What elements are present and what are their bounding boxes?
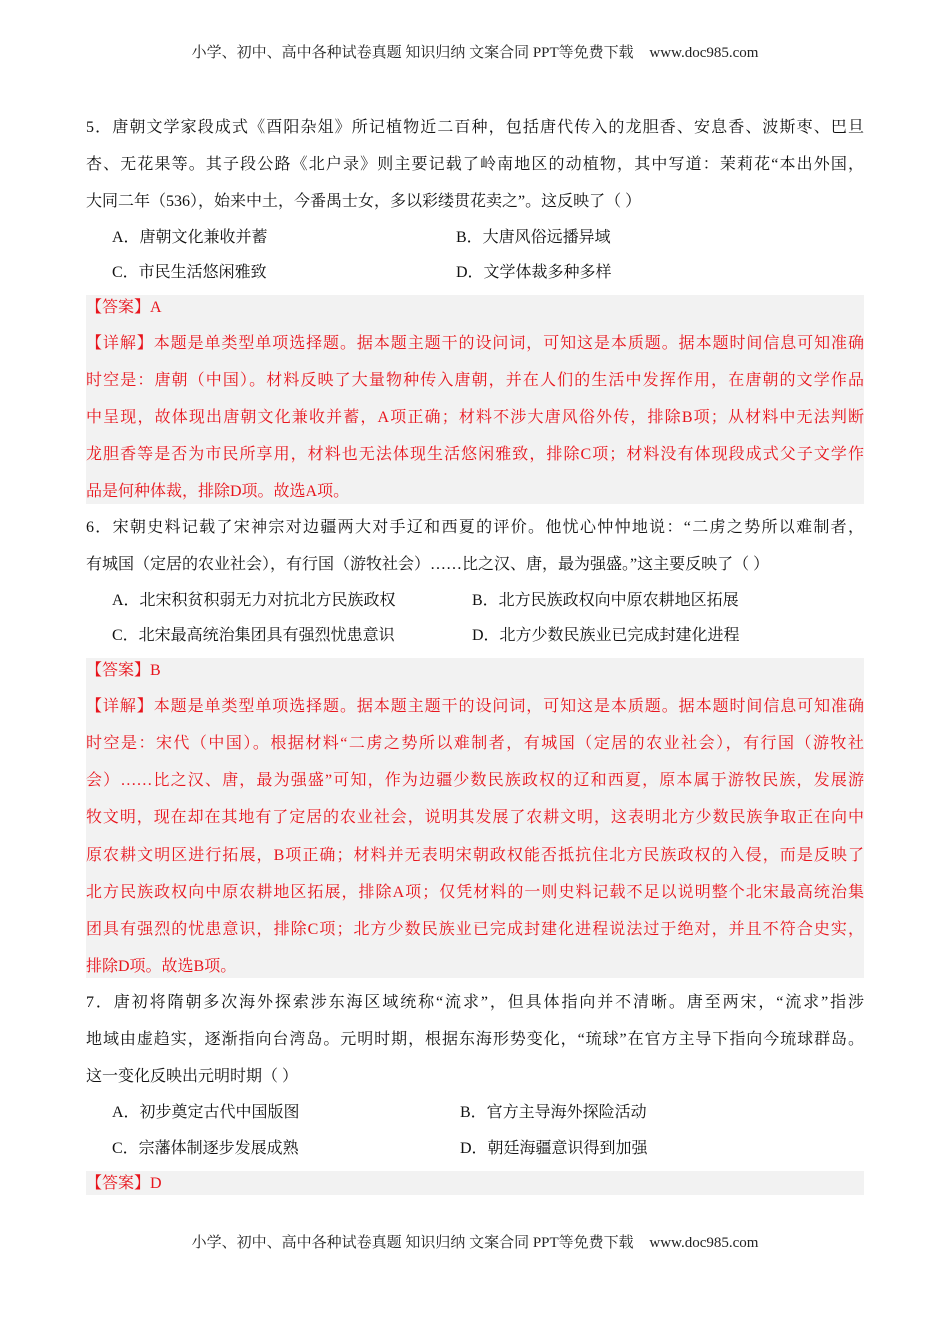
q6-option-a: A．北宋积贫积弱无力对抗北方民族政权 — [112, 592, 396, 609]
q7-option-a: A．初步奠定古代中国版图 — [112, 1104, 300, 1121]
q7-answer-box — [86, 1171, 864, 1195]
footer-text: 小学、初中、高中各种试卷真题 知识归纳 文案合同 PPT等免费下载 — [191, 1235, 634, 1251]
q5-answer-box — [86, 295, 864, 504]
q7-answer: 【答案】D — [86, 1175, 162, 1192]
q5-detail-line: 【详解】本题是单类型单项选择题。据本题主题干的设问词，可知这是本质题。据本题时间信息可知准确 — [86, 335, 864, 352]
q6-detail-line: 时空是：宋代（中国）。根据材料“二虏之势所以难制者，有城国（定居的农业社会），有行国（游牧社 — [86, 735, 864, 752]
q5-detail-line: 时空是：唐朝（中国）。材料反映了大量物种传入唐朝，并在人们的生活中发挥作用，在唐朝的文学作品 — [86, 372, 864, 389]
q7-option-b: B．官方主导海外探险活动 — [460, 1104, 647, 1121]
q5-answer: 【答案】A — [86, 299, 162, 316]
q6-detail-line: 牧文明，现在却在其地有了定居的农业社会，说明其发展了农耕文明，这表明北方少数民族争取正在向中 — [86, 809, 864, 826]
page-footer — [0, 1231, 950, 1252]
q5-option-d: D．文学体裁多种多样 — [456, 264, 612, 281]
q6-detail-line: 原农耕文明区进行拓展，B项正确；材料并无表明宋朝政权能否抵抗住北方民族政权的入侵，而是反映了 — [86, 847, 864, 864]
q5-stem-line: 大同二年（536），始来中土，今番禺士女，多以彩缕贯花卖之”。这反映了（ ） — [86, 193, 642, 210]
q5-stem-line: 5．唐朝文学家段成式《酉阳杂俎》所记植物近二百种，包括唐代传入的龙胆香、安息香、波斯枣、巴旦 — [86, 119, 864, 136]
footer-site: www.doc985.com — [649, 1235, 759, 1251]
q5-option-a: A．唐朝文化兼收并蓄 — [112, 229, 268, 246]
q6-detail-line: 【详解】本题是单类型单项选择题。据本题主题干的设问词，可知这是本质题。据本题时间信息可知准确 — [86, 698, 864, 715]
q6-detail-line: 会）……比之汉、唐，最为强盛”可知，作为边疆少数民族政权的辽和西夏，原本属于游牧民族，发展游 — [86, 772, 864, 789]
q7-option-d: D．朝廷海疆意识得到加强 — [460, 1140, 648, 1157]
q5-detail-line: 龙胆香等是否为市民所享用，材料也无法体现生活悠闲雅致，排除C项；材料没有体现段成式父子文学作 — [86, 446, 864, 463]
q6-option-c: C．北宋最高统治集团具有强烈忧患意识 — [112, 627, 395, 644]
page-header — [0, 41, 950, 62]
q5-option-c: C．市民生活悠闲雅致 — [112, 264, 267, 281]
q5-detail-line: 中呈现，故体现出唐朝文化兼收并蓄，A项正确；材料不涉大唐风俗外传，排除B项；从材料中无法判断 — [86, 409, 864, 426]
q6-option-b: B．北方民族政权向中原农耕地区拓展 — [472, 592, 739, 609]
q6-detail-line: 排除D项。故选B项。 — [86, 958, 237, 975]
header-text: 小学、初中、高中各种试卷真题 知识归纳 文案合同 PPT等免费下载 — [191, 45, 634, 61]
q7-option-c: C．宗藩体制逐步发展成熟 — [112, 1140, 299, 1157]
q6-answer: 【答案】B — [86, 662, 161, 679]
q5-detail-line: 品是何种体裁，排除D项。故选A项。 — [86, 483, 350, 500]
q7-stem-line: 这一变化反映出元明时期（ ） — [86, 1068, 299, 1085]
q6-detail-line: 北方民族政权向中原农耕地区拓展，排除A项；仅凭材料的一则史料记载不足以说明整个北宋最高统治集 — [86, 884, 864, 901]
q5-option-b: B．大唐风俗远播异域 — [456, 229, 611, 246]
q7-stem-line: 7．唐初将隋朝多次海外探索涉东海区域统称“流求”，但具体指向并不清晰。唐至两宋，“流求”指涉 — [86, 994, 864, 1011]
q6-stem-line: 有城国（定居的农业社会），有行国（游牧社会）……比之汉、唐，最为强盛。”这主要反映了（ ） — [86, 556, 770, 573]
q5-stem-line: 杏、无花果等。其子段公路《北户录》则主要记载了岭南地区的动植物，其中写道：茉莉花“本出外国， — [86, 156, 864, 173]
q6-stem-line: 6．宋朝史料记载了宋神宗对边疆两大对手辽和西夏的评价。他忧心忡忡地说：“二虏之势所以难制者， — [86, 519, 864, 536]
q7-stem-line: 地域由虚趋实，逐渐指向台湾岛。元明时期，根据东海形势变化，“琉球”在官方主导下指向今琉球群岛。 — [86, 1031, 864, 1048]
q6-option-d: D．北方少数民族业已完成封建化进程 — [472, 627, 740, 644]
header-site: www.doc985.com — [649, 45, 759, 61]
q6-detail-line: 团具有强烈的忧患意识，排除C项；北方少数民族业已完成封建化进程说法过于绝对，并且不符合史实， — [86, 921, 864, 938]
